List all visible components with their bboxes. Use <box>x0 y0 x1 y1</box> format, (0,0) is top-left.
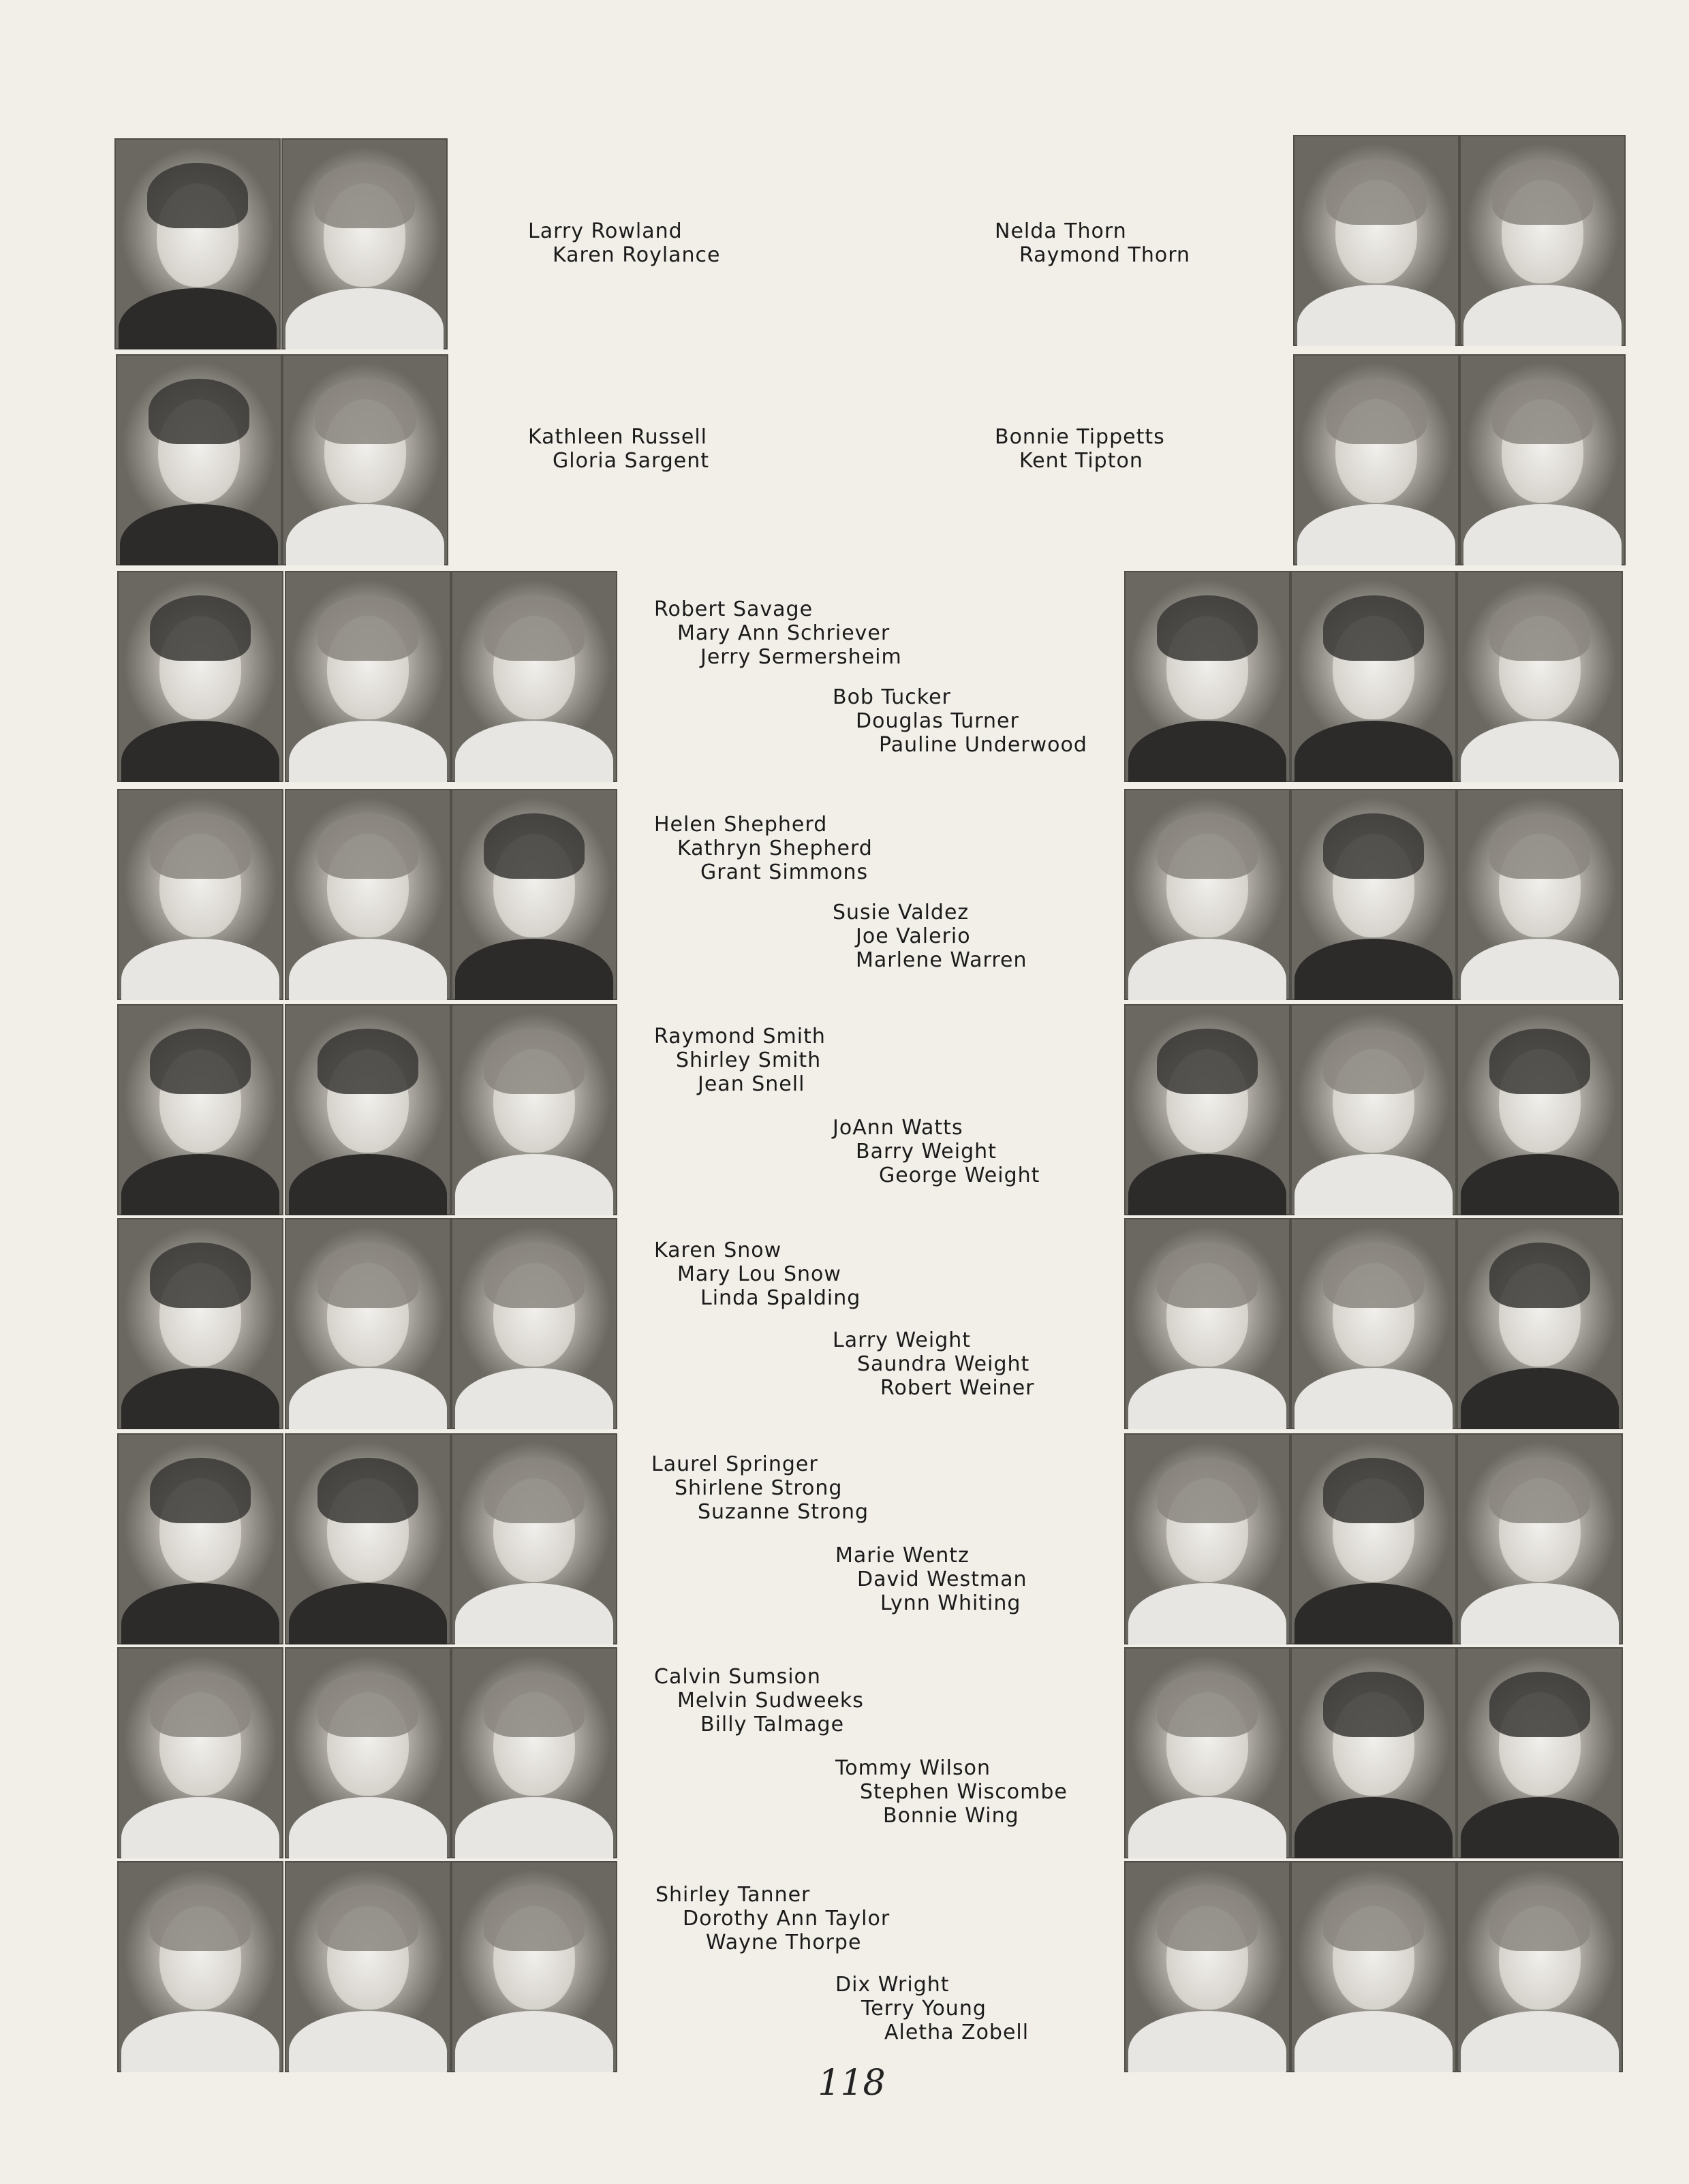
student-name: Shirley Smith <box>676 1048 822 1072</box>
student-name: Lynn Whiting <box>880 1591 1021 1615</box>
name-list-left <box>654 1665 864 1736</box>
name-list-right <box>995 219 1190 267</box>
student-name: Aletha Zobell <box>884 2021 1029 2044</box>
portrait-photo <box>1124 1433 1290 1644</box>
student-name: Stephen Wiscombe <box>860 1780 1068 1804</box>
page-number: 118 <box>818 2063 886 2104</box>
student-name: Larry Rowland <box>528 219 683 243</box>
name-list-right <box>833 1116 1040 1187</box>
student-name: Bonnie Wing <box>883 1804 1019 1828</box>
student-name: Gloria Sargent <box>553 449 710 473</box>
student-name: Marie Wentz <box>835 1544 970 1567</box>
student-name: Melvin Sudweeks <box>677 1689 864 1713</box>
name-list-left <box>654 597 902 669</box>
portrait-photo <box>285 1647 451 1858</box>
portrait-photo <box>1457 1433 1623 1644</box>
student-name: Douglas Turner <box>856 709 1019 733</box>
student-name: Bonnie Tippetts <box>995 425 1165 449</box>
portrait-photo <box>285 1004 451 1215</box>
name-list-left <box>654 1238 861 1310</box>
student-name: Raymond Smith <box>654 1025 826 1048</box>
student-name: Barry Weight <box>856 1140 997 1164</box>
student-name: Karen Roylance <box>553 243 721 267</box>
portrait-photo <box>451 1218 617 1429</box>
student-name: Kent Tipton <box>1019 449 1143 473</box>
student-name: Nelda Thorn <box>995 219 1127 243</box>
portrait-photo <box>451 789 617 1000</box>
portrait-photo <box>1290 1861 1457 2072</box>
student-name: Susie Valdez <box>833 901 970 924</box>
portrait-photo <box>117 1433 283 1644</box>
student-name: Billy Talmage <box>700 1713 845 1736</box>
student-name: Dix Wright <box>835 1973 950 1997</box>
portrait-photo <box>285 1861 451 2072</box>
student-name: Linda Spalding <box>700 1286 861 1310</box>
portrait-photo <box>1124 1218 1290 1429</box>
student-name: George Weight <box>879 1164 1040 1187</box>
student-name: Calvin Sumsion <box>654 1665 821 1689</box>
portrait-photo <box>1457 789 1623 1000</box>
portrait-photo <box>451 1004 617 1215</box>
student-name: Laurel Springer <box>651 1452 818 1476</box>
portrait-photo <box>451 1433 617 1644</box>
portrait-photo <box>117 1004 283 1215</box>
student-name: Mary Lou Snow <box>677 1262 841 1286</box>
name-list-left <box>654 1025 826 1096</box>
student-name: David Westman <box>857 1567 1027 1591</box>
portrait-photo <box>114 138 281 349</box>
student-name: Mary Ann Schriever <box>677 621 890 645</box>
student-name: Shirley Tanner <box>655 1883 811 1907</box>
portrait-photo <box>1457 1004 1623 1215</box>
portrait-photo <box>1290 1218 1457 1429</box>
portrait-photo <box>1124 1647 1290 1858</box>
portrait-photo <box>1457 1861 1623 2072</box>
student-name: Karen Snow <box>654 1238 782 1262</box>
student-name: Kathleen Russell <box>528 425 708 449</box>
name-list-left <box>654 813 873 884</box>
portrait-photo <box>117 571 283 782</box>
student-name: JoAnn Watts <box>833 1116 963 1140</box>
name-list-right <box>835 1756 1068 1828</box>
student-name: Kathryn Shepherd <box>677 837 873 860</box>
student-name: Marlene Warren <box>856 948 1027 972</box>
student-name: Pauline Underwood <box>879 733 1087 757</box>
portrait-photo <box>1290 571 1457 782</box>
portrait-photo <box>451 571 617 782</box>
portrait-photo <box>1293 354 1459 565</box>
student-name: Helen Shepherd <box>654 813 828 837</box>
name-list-left <box>651 1452 869 1524</box>
student-name: Joe Valerio <box>856 924 971 948</box>
student-name: Terry Young <box>861 1997 987 2021</box>
portrait-photo <box>1124 789 1290 1000</box>
portrait-photo <box>1293 135 1459 346</box>
portrait-photo <box>117 789 283 1000</box>
portrait-photo <box>451 1861 617 2072</box>
student-name: Robert Savage <box>654 597 813 621</box>
portrait-photo <box>1459 354 1626 565</box>
portrait-photo <box>117 1861 283 2072</box>
portrait-photo <box>285 1433 451 1644</box>
student-name: Dorothy Ann Taylor <box>683 1907 890 1931</box>
name-list-right <box>833 685 1087 757</box>
portrait-photo <box>1459 135 1626 346</box>
portrait-photo <box>1290 1647 1457 1858</box>
student-name: Jerry Sermersheim <box>700 645 902 669</box>
portrait-photo <box>1457 1218 1623 1429</box>
portrait-photo <box>451 1647 617 1858</box>
portrait-photo <box>281 138 448 349</box>
student-name: Tommy Wilson <box>835 1756 991 1780</box>
name-list-right <box>833 1328 1035 1400</box>
student-name: Shirlene Strong <box>675 1476 843 1500</box>
portrait-photo <box>285 789 451 1000</box>
student-name: Bob Tucker <box>833 685 951 709</box>
name-list-right <box>835 1544 1027 1615</box>
portrait-photo <box>1124 1861 1290 2072</box>
portrait-photo <box>285 571 451 782</box>
portrait-photo <box>1124 1004 1290 1215</box>
student-name: Robert Weiner <box>880 1376 1035 1400</box>
name-list-left <box>528 219 721 267</box>
name-list-right <box>835 1973 1029 2044</box>
portrait-photo <box>1457 1647 1623 1858</box>
name-list-right <box>833 901 1027 972</box>
portrait-photo <box>282 354 448 565</box>
portrait-photo <box>117 1218 283 1429</box>
name-list-left <box>528 425 709 473</box>
name-list-right <box>995 425 1165 473</box>
portrait-photo <box>1124 571 1290 782</box>
student-name: Suzanne Strong <box>698 1500 869 1524</box>
portrait-photo <box>1290 1433 1457 1644</box>
student-name: Jean Snell <box>698 1072 805 1096</box>
portrait-photo <box>1290 1004 1457 1215</box>
student-name: Saundra Weight <box>857 1352 1030 1376</box>
portrait-photo <box>117 1647 283 1858</box>
portrait-photo <box>116 354 282 565</box>
portrait-photo <box>285 1218 451 1429</box>
student-name: Larry Weight <box>833 1328 972 1352</box>
student-name: Grant Simmons <box>700 860 869 884</box>
student-name: Raymond Thorn <box>1019 243 1191 267</box>
name-list-left <box>655 1883 890 1954</box>
portrait-photo <box>1457 571 1623 782</box>
portrait-photo <box>1290 789 1457 1000</box>
student-name: Wayne Thorpe <box>706 1931 862 1954</box>
